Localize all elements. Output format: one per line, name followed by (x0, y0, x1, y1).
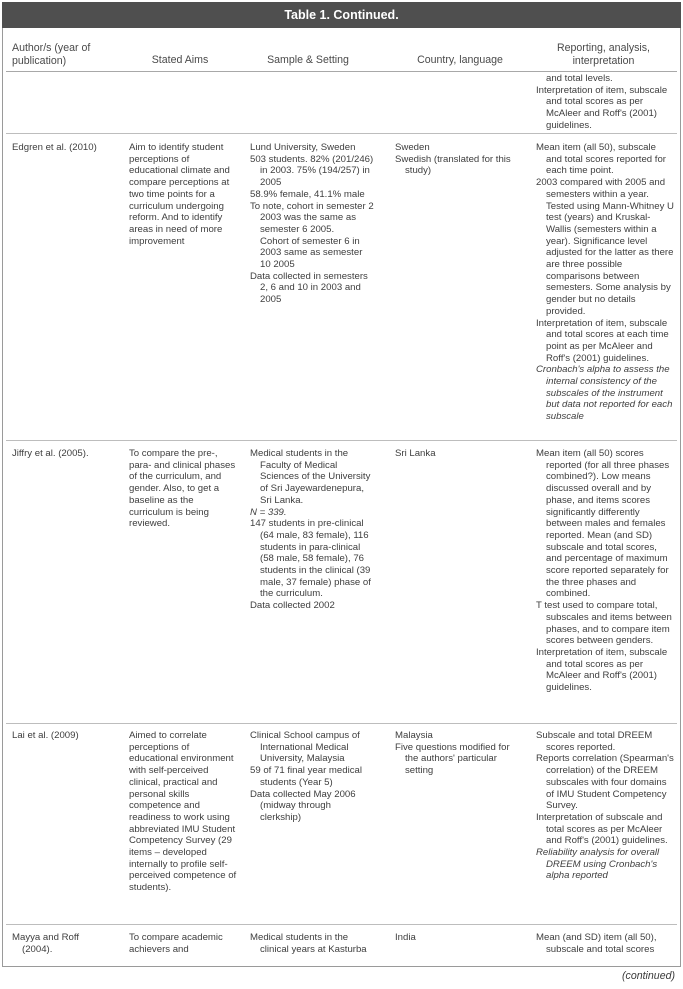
row-country (395, 448, 519, 460)
continued-note (622, 970, 675, 982)
country-line: Sri Lanka (395, 448, 436, 459)
row-sample (250, 142, 374, 306)
country-line: Malaysia (395, 730, 433, 741)
sample-line: 58.9% female, 41.1% male (250, 188, 365, 200)
sample-line: N = 339. (250, 506, 287, 518)
sample-line: Data collected in semesters 2, 6 and 10 in 2003 and 2005 (250, 270, 368, 306)
sample-line: Data collected 2002 (250, 600, 335, 612)
continued-text: (continued) (622, 970, 675, 982)
table-title: Table 1. Continued. (2, 2, 681, 28)
reporting-line: Interpretation of subscale and total scores as per McAleer and Roff's (2001) guidelines. (536, 811, 668, 847)
author-text: Mayya and Roff (2004). (12, 932, 80, 955)
carryover-line: Interpretation of item, subscale and total scores as per McAleer and Roff's (2001) guidelines. (536, 84, 668, 131)
row-aims: Aim to identify student perceptions of educational climate and compare perceptions at two time points for a curriculum undergoing reform. And to identify areas in need of more improvement (129, 142, 230, 247)
reporting-line: Mean item (all 50) scores reported (for all three phases combined?). Low means discussed overall and by phase, and items scores significantly differently between males and females reported. Mean (and SD) subscale and total scores, and percentage of maximum score reported separately for the three phases and combined. (536, 448, 670, 600)
row-aims: To compare academic achievers and (129, 932, 223, 955)
row-reporting (536, 932, 674, 955)
reporting-line: Cronbach's alpha to assess the internal consistency of the subscales of the instrument but data not reported for each subscale (536, 364, 673, 423)
row-country (395, 142, 519, 177)
reporting-line: Mean (and SD) item (all 50), subscale and total scores (536, 932, 657, 955)
row-reporting (536, 142, 674, 423)
carryover-reporting (536, 73, 674, 132)
header-reporting: Reporting, analysis, interpretation (556, 42, 651, 67)
row-author: Edgren et al. (2010) (12, 142, 97, 153)
header-author: Author/s (year of publication) (12, 42, 91, 67)
reporting-line: 2003 compared with 2005 and semesters within a year. Tested using Mann-Whitney U test (years) and Kruskal-Wallis (semesters within a year). Significance level adjusted for the latter as there are three possible comparisons between semesters. Some analysis by gender but no details provided. (536, 177, 674, 317)
country-line: Sweden (395, 142, 430, 153)
reporting-line: Subscale and total DREEM scores reported. (536, 730, 653, 753)
row-sample (250, 932, 374, 955)
header-sample: Sample & Setting (267, 54, 349, 66)
row-author: Jiffry et al. (2005). (12, 448, 89, 459)
row-sample (250, 730, 374, 824)
sample-line: 503 students. 82% (201/246) in 2003. 75% (194/257) in 2005 (250, 153, 374, 189)
table-frame (2, 28, 681, 967)
reporting-line: Reliability analysis for overall DREEM using Cronbach's alpha reported (536, 847, 660, 882)
row-divider (6, 133, 677, 134)
row-reporting (536, 448, 674, 694)
reporting-line: Reports correlation (Spearman's correlation) of the DREEM subscales with four domains of IMU Student Competency Survey. (536, 753, 674, 812)
reporting-line: Mean item (all 50), subscale and total scores reported for each time point. (536, 142, 666, 177)
row-divider (6, 723, 677, 724)
header-aims: Stated Aims (151, 54, 209, 66)
row-country (395, 730, 519, 777)
row-divider (6, 924, 677, 925)
reporting-line: T test used to compare total, subscales and items between phases, and to compare item scores between genders. (536, 600, 672, 647)
sample-line: 59 of 71 final year medical students (Year 5) (250, 765, 362, 788)
row-author: Lai et al. (2009) (12, 730, 79, 741)
sample-line: 147 students in pre-clinical (64 male, 83 female), 116 students in para-clinical (58 male, 58 female), 76 students in the clinical (39 male, 37 female) phase of the curriculum. (250, 518, 371, 600)
row-aims: Aimed to correlate perceptions of educational environment with self-perceived clinical, practical and personal skills competence and readiness to work using abbreviated IMU Student Competency Survey (29 items – developed internally to profile self-perceived competence of students). (129, 730, 237, 894)
row-aims: To compare the pre-, para- and clinical phases of the curriculum, and gender. Also, to get a baseline as the curriculum is being reviewed. (129, 448, 236, 530)
header-rule (6, 71, 677, 72)
row-reporting (536, 730, 674, 882)
row-author (12, 932, 112, 955)
reporting-line: Interpretation of item, subscale and total scores at each time point as per McAleer and Roff's (2001) guidelines. (536, 317, 669, 364)
row-country (395, 932, 519, 944)
header-country: Country, language (417, 54, 503, 66)
row-divider (6, 440, 677, 441)
sample-line: Medical students in the clinical years at Kasturba (250, 932, 367, 955)
carryover-line: and total levels. (546, 73, 613, 84)
row-sample (250, 448, 374, 612)
sample-line: To note, cohort in semester 2 2003 was the same as semester 6 2005. (250, 200, 374, 235)
reporting-line: Interpretation of item, subscale and total scores as per McAleer and Roff's (2001) guidelines. (536, 646, 668, 694)
sample-line: Clinical School campus of International Medical University, Malaysia (250, 730, 360, 765)
country-line: India (395, 932, 416, 943)
sample-line: Lund University, Sweden (250, 142, 356, 153)
sample-line: Medical students in the Faculty of Medical Sciences of the University of Sri Jayewardenepura, Sri Lanka. (250, 448, 371, 506)
country-line: Swedish (translated for this study) (395, 153, 511, 177)
sample-line: Cohort of semester 6 in 2003 same as semester 10 2005 (260, 235, 363, 271)
sample-line: Data collected May 2006 (midway through clerkship) (250, 788, 356, 823)
country-line: Five questions modified for the authors' particular setting (395, 741, 510, 777)
